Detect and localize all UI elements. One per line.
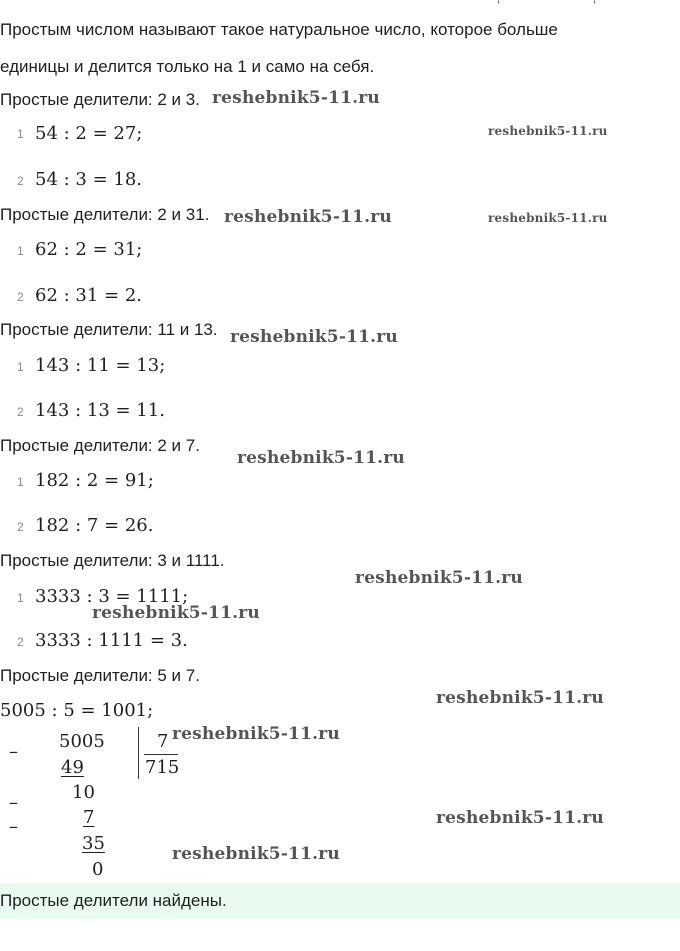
step-number: 1 [17,475,24,489]
watermark: reshebnik5-11.ru [230,327,398,347]
block-heading: Простые делители: 5 и 7. [0,666,200,685]
block-heading: Простые делители: 2 и 7. [0,436,200,455]
block-heading: Простые делители: 2 и 3. [0,90,200,109]
watermark: reshebnik5-11.ru [436,688,604,708]
math-expression: 54 : 3 = 18. [35,169,143,190]
math-expression: 3333 : 3 = 1111; [35,586,189,607]
block-heading: Простые делители: 3 и 1111. [0,551,225,570]
math-expression: 182 : 7 = 26. [35,515,154,536]
division-vertical-line [138,727,139,779]
math-expression: 182 : 2 = 91; [35,470,154,491]
step-number: 2 [17,405,24,419]
watermark: reshebnik5-11.ru [212,88,380,108]
conclusion-text: Простые делители найдены. [0,891,227,910]
step-number: 1 [17,591,24,605]
division-quotient-line [144,754,178,755]
subtrahend: 49 [61,757,84,778]
intro-line-1: Простым числом называют такое натуральное число, которое больше [0,20,558,39]
watermark: reshebnik5-11.ru [436,808,604,828]
step-number: 1 [17,244,24,258]
step-number: 2 [17,635,24,649]
minus-sign: – [9,741,18,762]
math-expression: 62 : 31 = 2. [35,285,143,306]
dividend: 5005 [59,731,105,752]
conclusion-banner [0,883,680,919]
watermark: reshebnik5-11.ru [172,844,340,864]
step-number: 2 [17,174,24,188]
step-number: 2 [17,290,24,304]
math-expression: 143 : 13 = 11. [35,400,165,421]
tick-mark: ʼ [593,0,597,14]
math-expression: 143 : 11 = 13; [35,355,166,376]
watermark: reshebnik5-11.ru [92,603,260,623]
subtrahend: 7 [83,807,95,828]
minus-sign: – [9,816,18,837]
math-expression: 5005 : 5 = 1001; [0,700,154,721]
remainder: 10 [72,782,95,803]
math-expression: 62 : 2 = 31; [35,239,143,260]
watermark: reshebnik5-11.ru [488,124,608,138]
remainder: 35 [82,833,105,854]
step-number: 2 [17,520,24,534]
math-expression: 54 : 2 = 27; [35,123,143,144]
step-number: 1 [17,127,24,141]
watermark: reshebnik5-11.ru [237,448,405,468]
step-number: 1 [17,360,24,374]
intro-line-2: единицы и делится только на 1 и само на себя. [0,57,375,76]
math-expression: 3333 : 1111 = 3. [35,630,188,651]
watermark: reshebnik5-11.ru [224,207,392,227]
divisor: 7 [157,731,169,752]
watermark: reshebnik5-11.ru [172,724,340,744]
block-heading: Простые делители: 11 и 13. [0,320,218,339]
block-heading: Простые делители: 2 и 31. [0,205,210,224]
minus-sign: – [9,792,18,813]
quotient: 715 [145,757,180,778]
remainder: 0 [92,859,104,880]
tick-mark: ʼ [497,0,501,14]
watermark: reshebnik5-11.ru [355,568,523,588]
watermark: reshebnik5-11.ru [488,211,608,225]
